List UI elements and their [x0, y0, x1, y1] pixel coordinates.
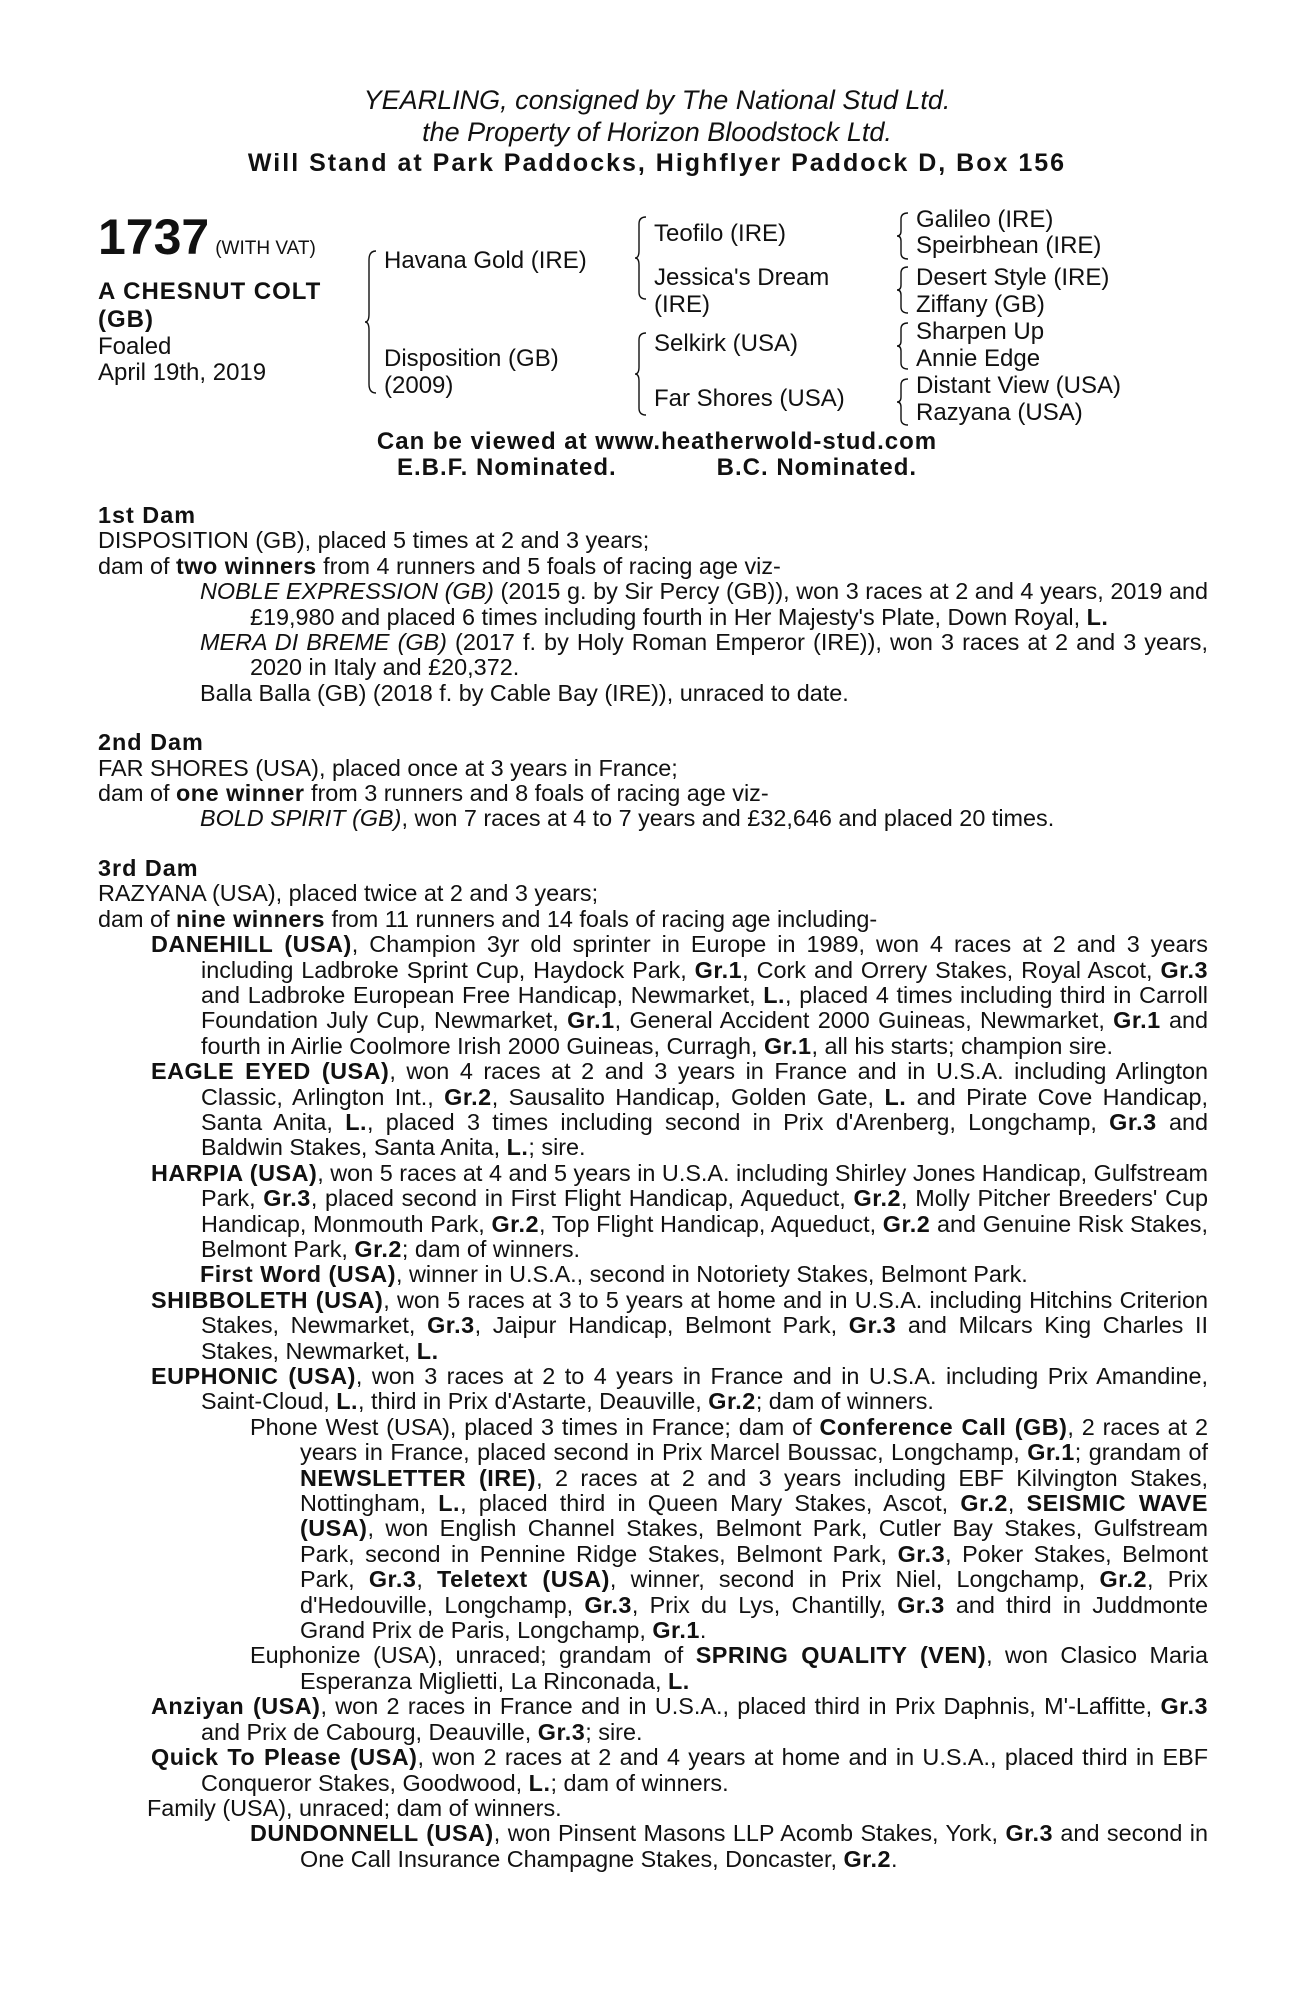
brace-dam	[634, 332, 648, 416]
location-line: Will Stand at Park Paddocks, Highflyer Paddock D, Box 156	[247, 149, 1067, 177]
pedigree-sire: Havana Gold (IRE)	[384, 247, 587, 274]
pedigree-sire-dam: Jessica's Dream	[654, 264, 830, 291]
produce-phone-west: Phone West (USA), placed 3 times in France; dam of Conference Call (GB), 2 races at 2 years in France, placed second in Prix Marcel Boussac, Longchamp, Gr.1; grandam of NEWSLETTER (IRE), 2 races at 2 and 3 years including EBF Kilvington Stakes, Nottingham, L., placed third in Queen Mary Stakes, Ascot, Gr.2, SEISMIC WAVE (USA), won English Channel Stakes, Belmont Park, Cutler Bay Stakes, Gulfstream Park, second in Pennine Ridge Stakes, Belmont Park, Gr.3, Poker Stakes, Belmont Park, Gr.3, Teletext (USA), winner, second in Prix Niel, Longchamp, Gr.2, Prix d'Hedouville, Longchamp, Gr.3, Prix du Lys, Chantilly, Gr.3 and third in Juddmonte Grand Prix de Paris, Longchamp, Gr.1.	[250, 1413, 1209, 1644]
pedigree-dam: Disposition (GB)	[384, 345, 559, 372]
pedigree-g2: Speirbhean (IRE)	[916, 232, 1102, 259]
dam3-produce: dam of nine winners from 11 runners and 14 foals of racing age including-	[98, 905, 878, 932]
dam1-produce-1: NOBLE EXPRESSION (GB) (2015 g. by Sir Percy (GB)), won 3 races at 2 and 4 years, 2019 and £19,980 and placed 6 times including fourth in Her Majesty's Plate, Down Royal, L.	[200, 578, 1208, 630]
pedigree-g4: Ziffany (GB)	[916, 291, 1045, 318]
viewing-note: Can be viewed at www.heatherwold-stud.com	[376, 428, 938, 455]
bc-nominated: B.C. Nominated.	[716, 454, 918, 481]
lot-number: 1737	[98, 209, 210, 265]
lot-description-line2: (GB)	[98, 306, 154, 333]
dam1-produce-2: MERA DI BREME (GB) (2017 f. by Holy Roman Emperor (IRE)), won 3 races at 2 and 3 years, 2020 in Italy and £20,372.	[200, 629, 1208, 681]
produce-family: Family (USA), unraced; dam of winners.	[147, 1794, 562, 1821]
brace-sire	[634, 216, 648, 300]
pedigree-dam-sire: Selkirk (USA)	[654, 330, 799, 357]
ebf-nominated: E.B.F. Nominated.	[396, 454, 617, 481]
pedigree-g5: Sharpen Up	[916, 318, 1045, 345]
pedigree-g1: Galileo (IRE)	[916, 206, 1054, 233]
produce-shibboleth: SHIBBOLETH (USA), won 5 races at 3 to 5 years at home and in U.S.A. including Hitchins Criterion Stakes, Newmarket, Gr.3, Jaipur Handicap, Belmont Park, Gr.3 and Milcars King Charles II Stakes, Newmarket, L.	[151, 1286, 1208, 1364]
consignor-line: YEARLING, consigned by The National Stud Ltd.	[363, 85, 951, 115]
produce-euphonize: Euphonize (USA), unraced; grandam of SPRING QUALITY (VEN), won Clasico Maria Esperanza Miglietti, La Rinconada, L.	[250, 1642, 1208, 1694]
dam2-produce-1: BOLD SPIRIT (GB), won 7 races at 4 to 7 years and £32,646 and placed 20 times.	[200, 805, 1055, 832]
produce-dundonnell: DUNDONNELL (USA), won Pinsent Masons LLP Acomb Stakes, York, Gr.3 and second in One Call Insurance Champagne Stakes, Doncaster, Gr.2.	[250, 1820, 1208, 1872]
brace-g4	[896, 378, 910, 426]
dam1-summary: DISPOSITION (GB), placed 5 times at 2 and 3 years;	[98, 527, 650, 554]
pedigree-dam-dam: Far Shores (USA)	[654, 385, 845, 412]
foaled-date: April 19th, 2019	[98, 359, 267, 386]
family-body	[98, 503, 1208, 1872]
property-line: the Property of Horizon Bloodstock Ltd.	[422, 117, 892, 147]
dam3-heading: 3rd Dam	[98, 854, 199, 881]
brace-g2	[896, 266, 910, 314]
brace-main	[364, 250, 378, 394]
pedigree-g3: Desert Style (IRE)	[916, 264, 1110, 291]
pedigree-g8: Razyana (USA)	[916, 399, 1083, 426]
brace-g3	[896, 322, 910, 370]
pedigree-sire-sire: Teofilo (IRE)	[654, 220, 787, 247]
produce-danehill: DANEHILL (USA), Champion 3yr old sprinter in Europe in 1989, won 4 races at 2 and 3 years including Ladbroke Sprint Cup, Haydock Park, Gr.1, Cork and Orrery Stakes, Royal Ascot, Gr.3 and Ladbroke European Free Handicap, Newmarket, L., placed 4 times including third in Carroll Foundation July Cup, Newmarket, Gr.1, General Accident 2000 Guineas, Newmarket, Gr.1 and fourth in Airlie Coolmore Irish 2000 Guineas, Curragh, Gr.1, all his starts; champion sire.	[151, 931, 1209, 1059]
foaled-label: Foaled	[98, 333, 172, 360]
produce-first-word: First Word (USA), winner in U.S.A., second in Notoriety Stakes, Belmont Park.	[200, 1261, 1028, 1288]
produce-anziyan: Anziyan (USA), won 2 races in France and in U.S.A., placed third in Prix Daphnis, M'-Laffitte, Gr.3 and Prix de Cabourg, Deauville, Gr.3; sire.	[151, 1693, 1208, 1745]
produce-eagle-eyed: EAGLE EYED (USA), won 4 races at 2 and 3 years in France and in U.S.A. including Arlington Classic, Arlington Int., Gr.2, Sausalito Handicap, Golden Gate, L. and Pirate Cove Handicap, Santa Anita, L., placed 3 times including second in Prix d'Arenberg, Longchamp, Gr.3 and Baldwin Stakes, Santa Anita, L.; sire.	[151, 1058, 1209, 1161]
produce-harpia: HARPIA (USA), won 5 races at 4 and 5 years in U.S.A. including Shirley Jones Handicap, Gulfstream Park, Gr.3, placed second in First Flight Handicap, Aqueduct, Gr.2, Molly Pitcher Breeders' Cup Handicap, Monmouth Park, Gr.2, Top Flight Handicap, Aqueduct, Gr.2 and Genuine Risk Stakes, Belmont Park, Gr.2; dam of winners.	[151, 1159, 1209, 1262]
dam1-heading: 1st Dam	[98, 502, 197, 528]
dam3-summary: RAZYANA (USA), placed twice at 2 and 3 years;	[98, 880, 599, 907]
lot-heading	[98, 209, 321, 265]
lot-description-line1: A CHESNUT COLT	[98, 278, 322, 305]
dam1-produce: dam of two winners from 4 runners and 5 foals of racing age viz-	[98, 552, 781, 579]
nominations	[0, 454, 1314, 482]
pedigree-sire-dam-country: (IRE)	[654, 291, 710, 318]
dam1-produce-3: Balla Balla (GB) (2018 f. by Cable Bay (IRE)), unraced to date.	[200, 679, 849, 706]
produce-quick-to-please: Quick To Please (USA), won 2 races at 2 and 4 years at home and in U.S.A., placed third in EBF Conqueror Stakes, Goodwood, L.; dam of winners.	[151, 1744, 1208, 1796]
dam2-heading: 2nd Dam	[98, 729, 204, 756]
lot-block	[98, 209, 322, 386]
lot-description	[98, 278, 321, 334]
pedigree-g7: Distant View (USA)	[916, 372, 1121, 399]
dam2-produce: dam of one winner from 3 runners and 8 foals of racing age viz-	[98, 780, 769, 807]
lot-vat: (WITH VAT)	[215, 238, 316, 259]
produce-euphonic: EUPHONIC (USA), won 3 races at 2 to 4 years in France and in U.S.A. including Prix Amandine, Saint-Cloud, L., third in Prix d'Astarte, Deauville, Gr.2; dam of winners.	[151, 1363, 1208, 1415]
dam2-summary: FAR SHORES (USA), placed once at 3 years in France;	[98, 754, 678, 781]
pedigree-dam-year: (2009)	[384, 372, 454, 399]
brace-g1	[896, 212, 910, 260]
pedigree-g6: Annie Edge	[916, 345, 1041, 372]
